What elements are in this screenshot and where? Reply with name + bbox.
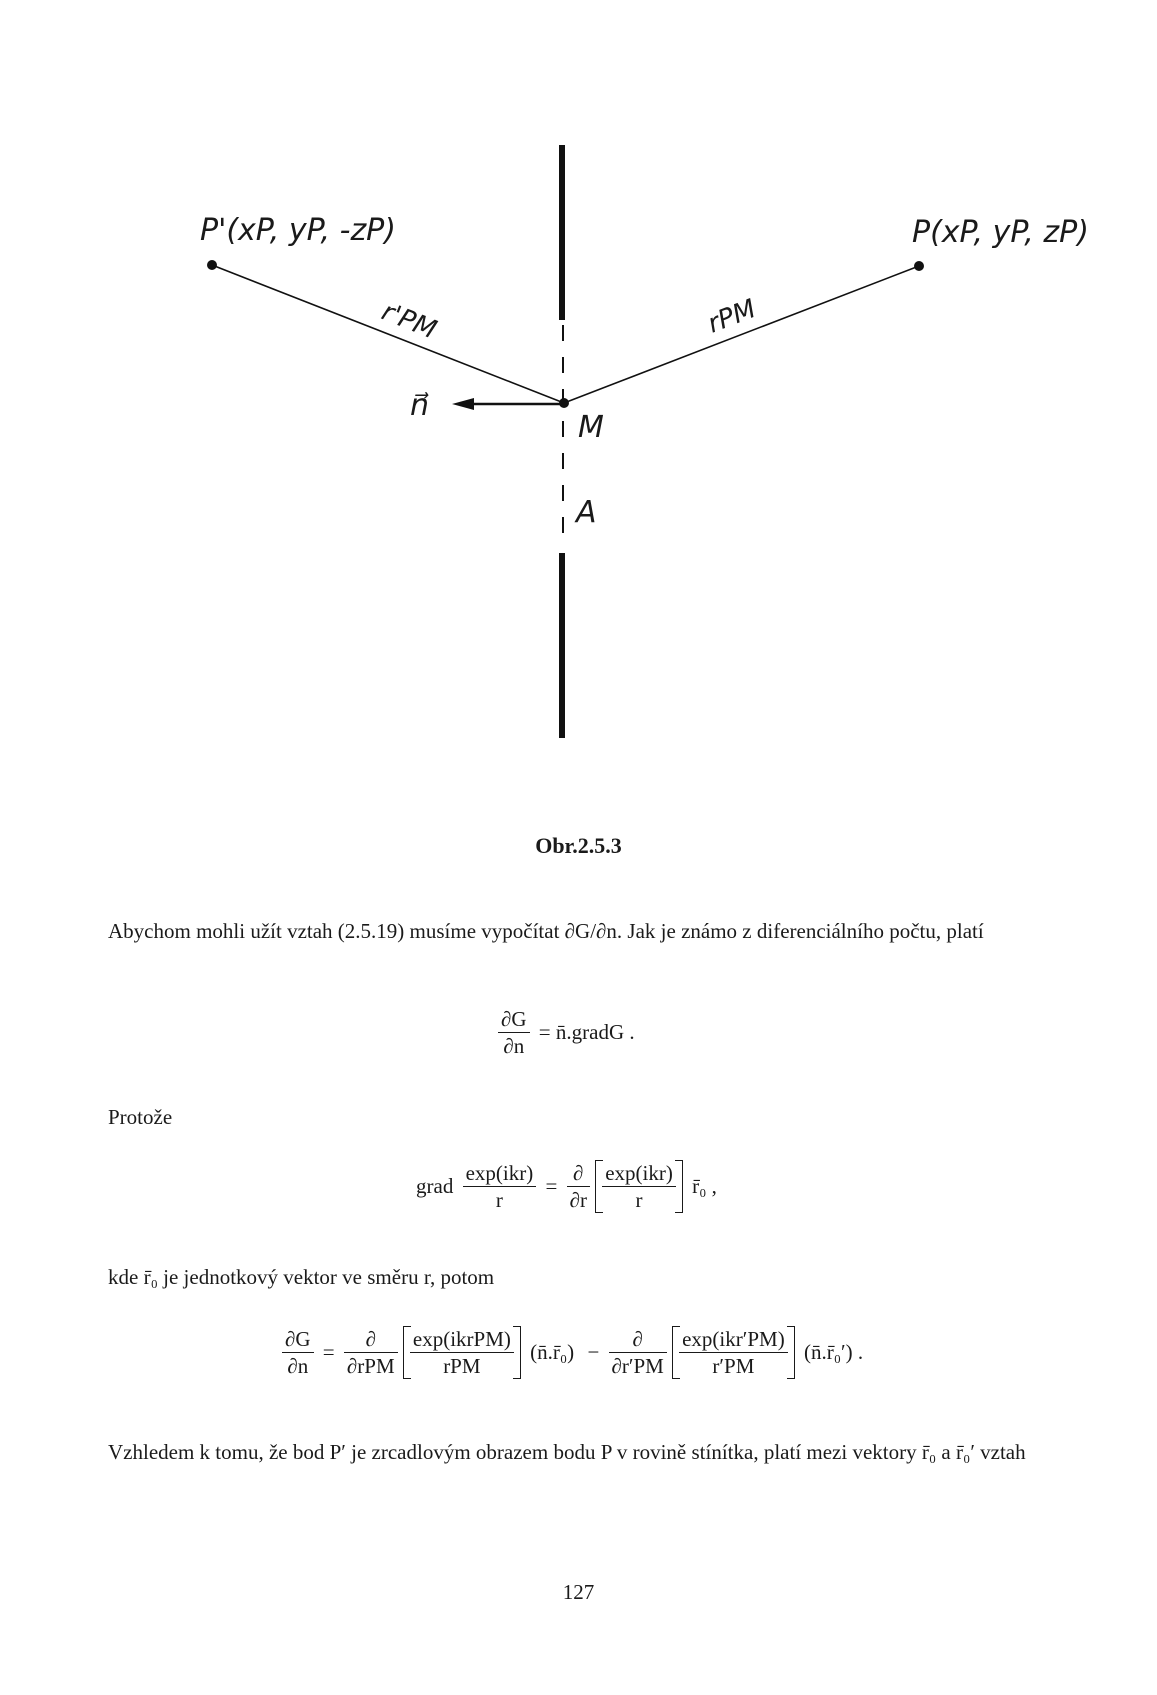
eq1-num: ∂G (498, 1006, 530, 1033)
eq2-b-den: r (635, 1188, 643, 1212)
eq1-fraction (498, 1006, 530, 1059)
eq2-tail: r̄₀ , (692, 1174, 717, 1198)
eq3-lhs (282, 1326, 314, 1379)
eq3-lhs-num: ∂G (282, 1326, 314, 1353)
label-p-prime: P'(xP, yP, -zP) (200, 213, 396, 248)
label-m: M (578, 410, 604, 445)
eq3-b2-num: exp(ikr′PM) (679, 1326, 788, 1353)
eq1-rhs: = n̄.gradG . (538, 1020, 635, 1044)
eq3-dot-1: (n̄.r̄₀) (530, 1340, 575, 1364)
label-r: rPM (703, 294, 761, 340)
eq3-bracket-1-fraction (410, 1326, 514, 1379)
label-r-prime: r'PM (377, 296, 441, 346)
ray-r-pm (564, 266, 919, 403)
eq3-b1-den: rPM (443, 1354, 481, 1378)
eq3-b2-den: r′PM (712, 1354, 755, 1378)
eq3-derivative-1 (344, 1326, 398, 1379)
eq3-d2-num: ∂ (609, 1326, 667, 1353)
eq3-equals: = (322, 1340, 335, 1364)
eq3-d2-den: ∂r′PM (611, 1354, 664, 1378)
equation-2 (412, 1160, 721, 1213)
equation-3 (282, 1326, 867, 1379)
eq2-bracket (595, 1160, 683, 1213)
paragraph-2: kde r̄₀ je jednotkový vektor ve směru r, potom (108, 1265, 495, 1289)
eq3-d1-num: ∂ (344, 1326, 398, 1353)
eq3-derivative-2 (609, 1326, 667, 1379)
eq3-minus: − (587, 1340, 600, 1364)
eq2-d-num: ∂ (567, 1160, 590, 1187)
point-p (914, 261, 924, 271)
normal-vector-arrowhead (452, 398, 474, 410)
eq3-d1-den: ∂rPM (346, 1354, 395, 1378)
eq2-derivative (567, 1160, 590, 1213)
eq2-den: r (495, 1188, 503, 1212)
label-n: n⃗ (410, 388, 430, 423)
eq2-equals: = (545, 1174, 558, 1198)
eq3-b1-num: exp(ikrPM) (410, 1326, 514, 1353)
eq3-bracket-2-fraction (679, 1326, 788, 1379)
eq2-bracket-fraction (602, 1160, 676, 1213)
paragraph-1: Abychom mohli užít vztah (2.5.19) musíme vypočítat ∂G/∂n. Jak je známo z diferenciálního počtu, platí (108, 919, 984, 943)
equation-1 (498, 1006, 639, 1059)
label-a: A (576, 495, 597, 530)
figure-caption: Obr.2.5.3 (535, 833, 622, 858)
eq2-d-den: ∂r (569, 1188, 587, 1212)
point-m (559, 398, 569, 408)
eq3-bracket-2 (672, 1326, 795, 1379)
ray-r-prime-pm (212, 265, 564, 403)
eq3-bracket-1 (403, 1326, 521, 1379)
eq2-fraction (463, 1160, 537, 1213)
eq3-lhs-den: ∂n (287, 1354, 309, 1378)
label-p: P(xP, yP, zP) (912, 215, 1089, 250)
eq1-den: ∂n (503, 1034, 525, 1058)
eq2-grad: grad (416, 1174, 454, 1198)
eq2-num: exp(ikr) (463, 1160, 537, 1187)
eq2-b-num: exp(ikr) (602, 1160, 676, 1187)
paragraph-protoze: Protože (108, 1105, 173, 1129)
eq3-dot-2: (n̄.r̄₀′) . (803, 1340, 864, 1364)
mirror-image-diagram (0, 0, 1157, 780)
point-p-prime (207, 260, 217, 270)
paragraph-3: Vzhledem k tomu, že bod P′ je zrcadlovým obrazem bodu P v rovině stínítka, platí mezi vektory r̄₀ a r̄₀′ vztah (108, 1440, 1026, 1464)
page-number: 127 (562, 1580, 595, 1604)
